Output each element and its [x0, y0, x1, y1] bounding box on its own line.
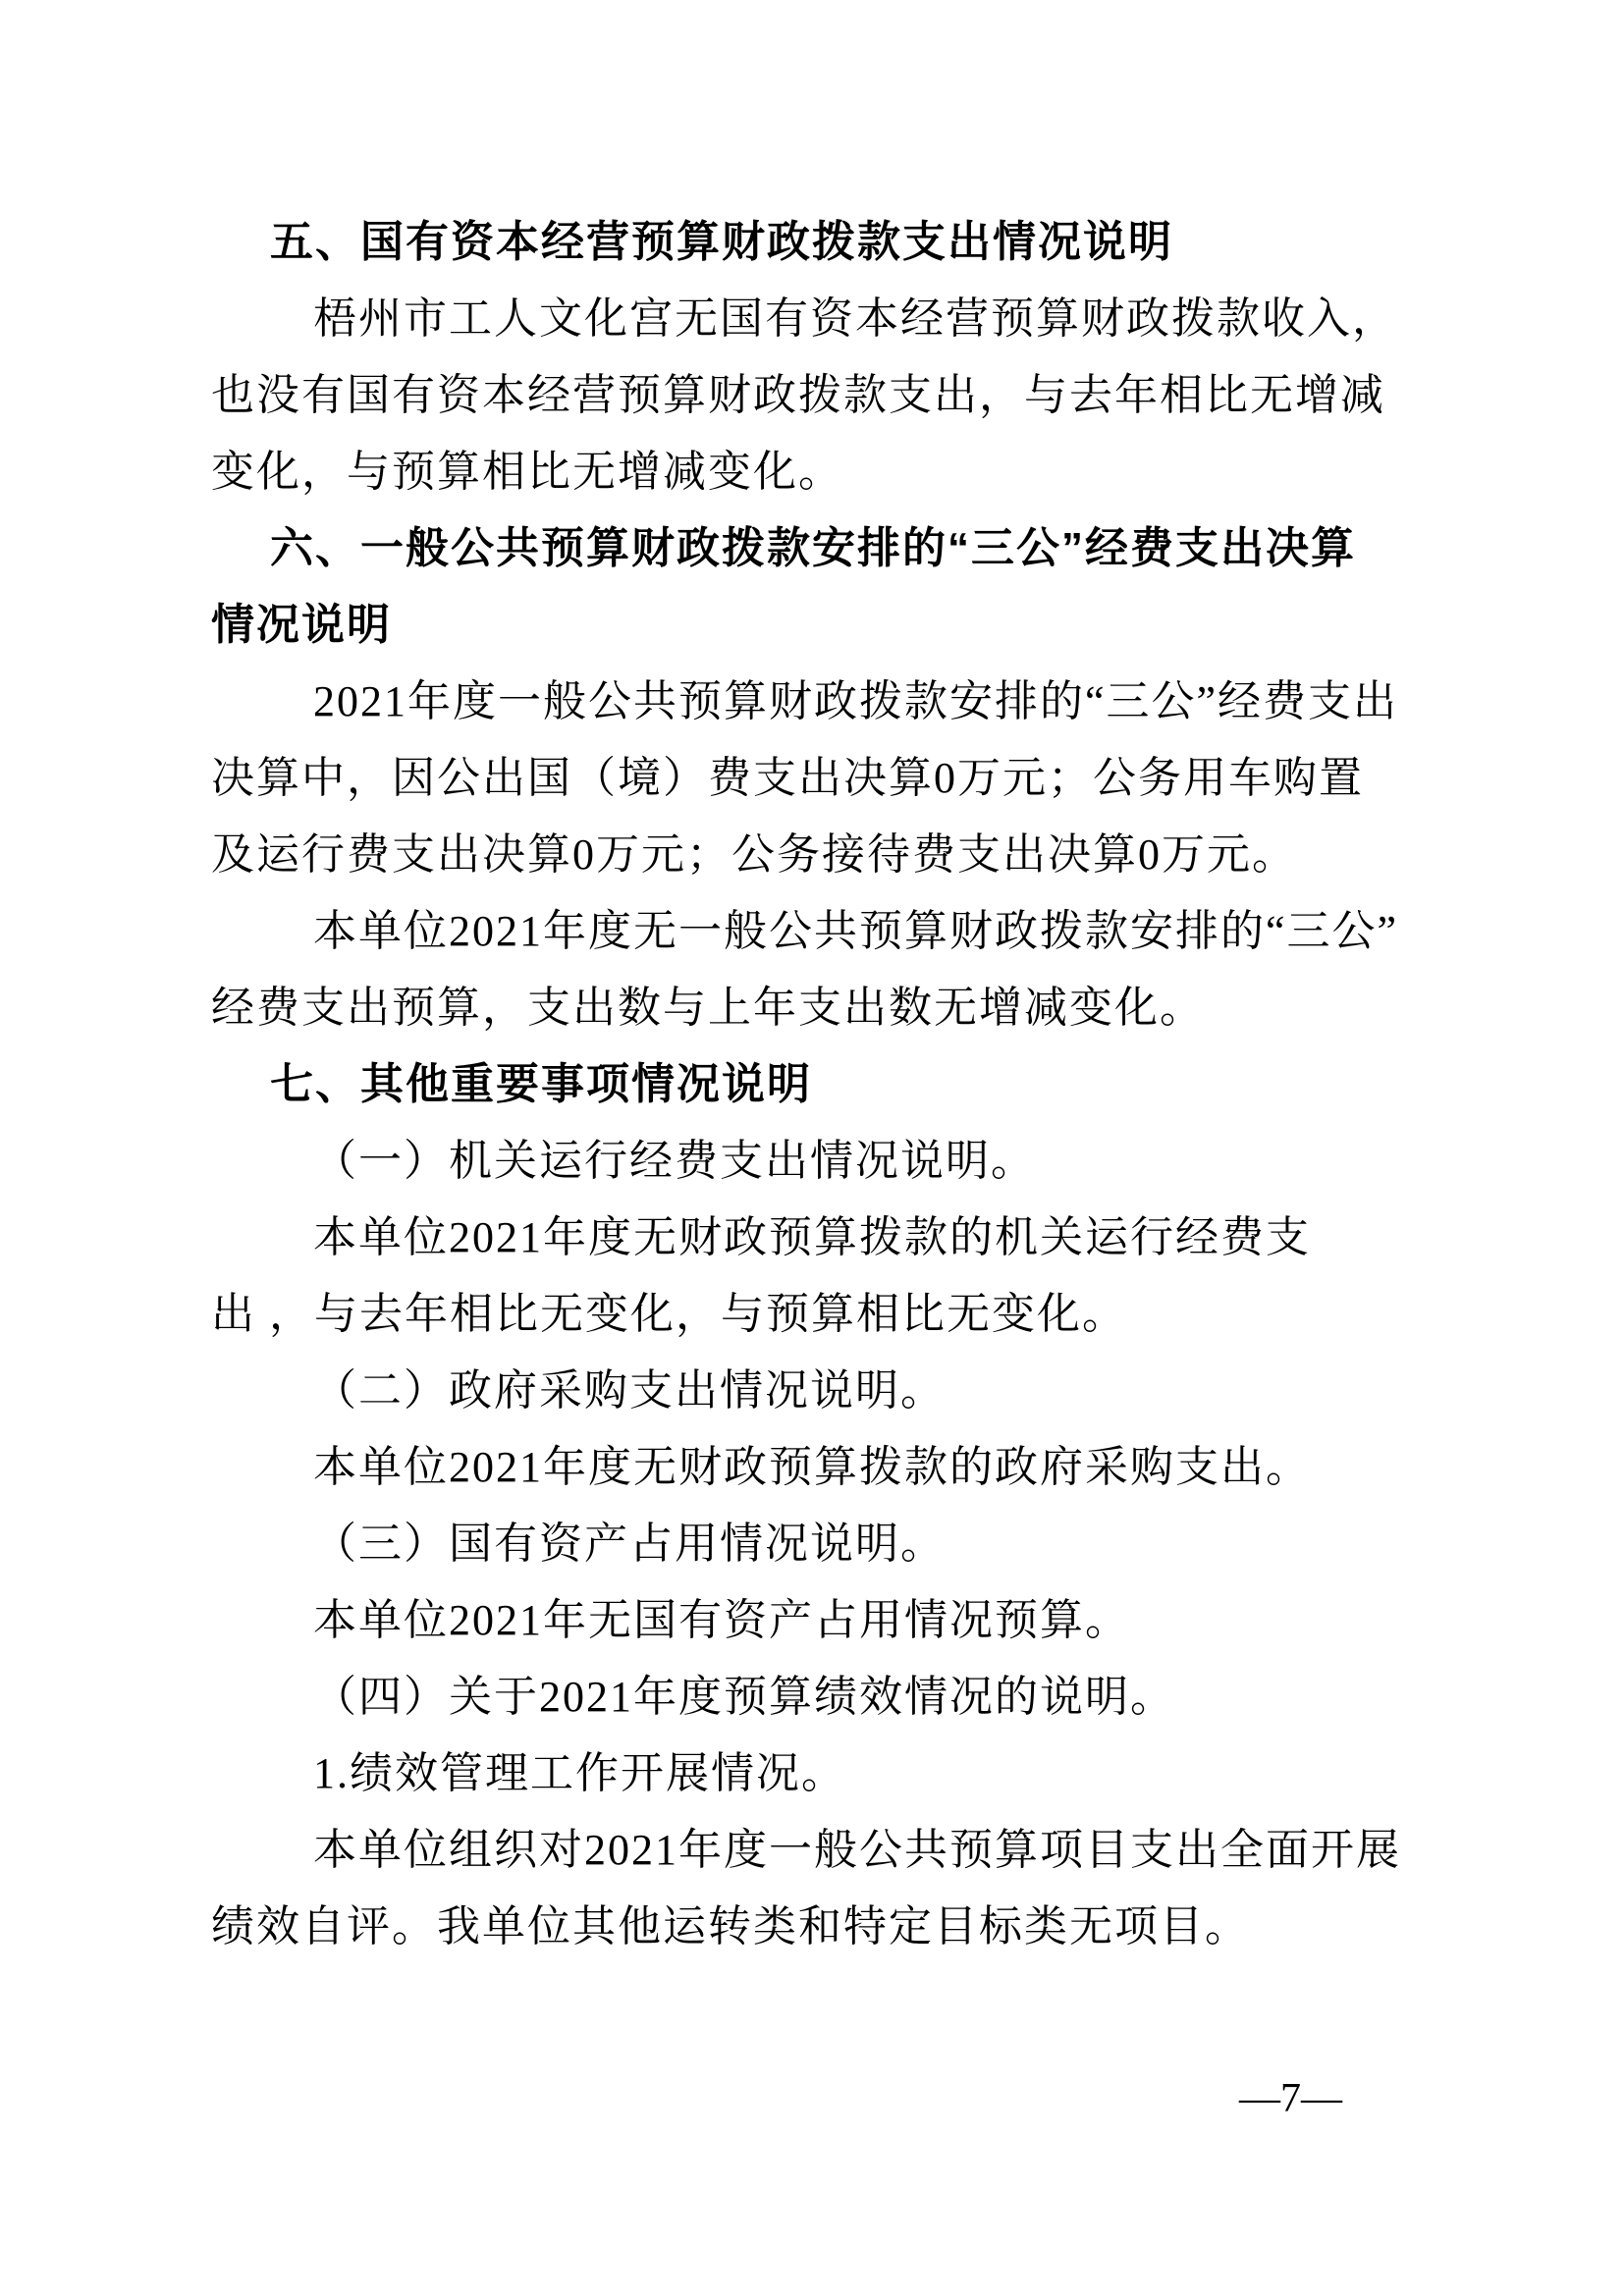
body-line: 经费支出预算，支出数与上年支出数无增减变化。 — [211, 984, 1205, 1032]
body-line: （一）机关运行经费支出情况说明。 — [313, 1137, 1036, 1185]
body-line: 1.绩效管理工作开展情况。 — [313, 1749, 846, 1797]
page-number: —7— — [1239, 2076, 1342, 2121]
body-line: 本单位2021年无国有资产占用情况预算。 — [313, 1596, 1130, 1644]
body-line: 绩效自评。我单位其他运转类和特定目标类无项目。 — [211, 1902, 1250, 1950]
body-line: （二）政府采购支出情况说明。 — [313, 1366, 946, 1415]
document-text-block — [211, 204, 1419, 1965]
body-line: （三）国有资产占用情况说明。 — [313, 1520, 946, 1568]
heading-line: 情况说明 — [211, 601, 392, 649]
body-line: 本单位2021年度无财政预算拨款的政府采购支出。 — [313, 1443, 1311, 1491]
heading-line: 六、一般公共预算财政拨款安排的“三公”经费支出决算 — [270, 524, 1356, 572]
body-line: 2021年度一般公共预算财政拨款安排的“三公”经费支出 — [313, 677, 1399, 725]
body-line: 本单位组织对2021年度一般公共预算项目支出全面开展 — [313, 1826, 1401, 1874]
body-line: 本单位2021年度无财政预算拨款的机关运行经费支 — [313, 1213, 1311, 1261]
body-line: 及运行费支出决算0万元；公务接待费支出决算0万元。 — [211, 830, 1297, 879]
body-line: 本单位2021年度无一般公共预算财政拨款安排的“三公” — [313, 907, 1399, 955]
body-line: （四）关于2021年度预算绩效情况的说明。 — [313, 1673, 1175, 1721]
heading-line: 五、国有资本经营预算财政拨款支出情况说明 — [270, 218, 1173, 266]
body-line: 出 ，与去年相比无变化，与预算相比无变化。 — [211, 1290, 1127, 1338]
body-line: 决算中，因公出国（境）费支出决算0万元；公务用车购置 — [211, 754, 1364, 802]
body-line: 也没有国有资本经营预算财政拨款支出，与去年相比无增减 — [211, 371, 1385, 419]
heading-line: 七、其他重要事项情况说明 — [270, 1060, 812, 1108]
body-line: 变化，与预算相比无增减变化。 — [211, 448, 843, 496]
body-line: 梧州市工人文化宫无国有资本经营预算财政拨款收入， — [313, 294, 1397, 343]
